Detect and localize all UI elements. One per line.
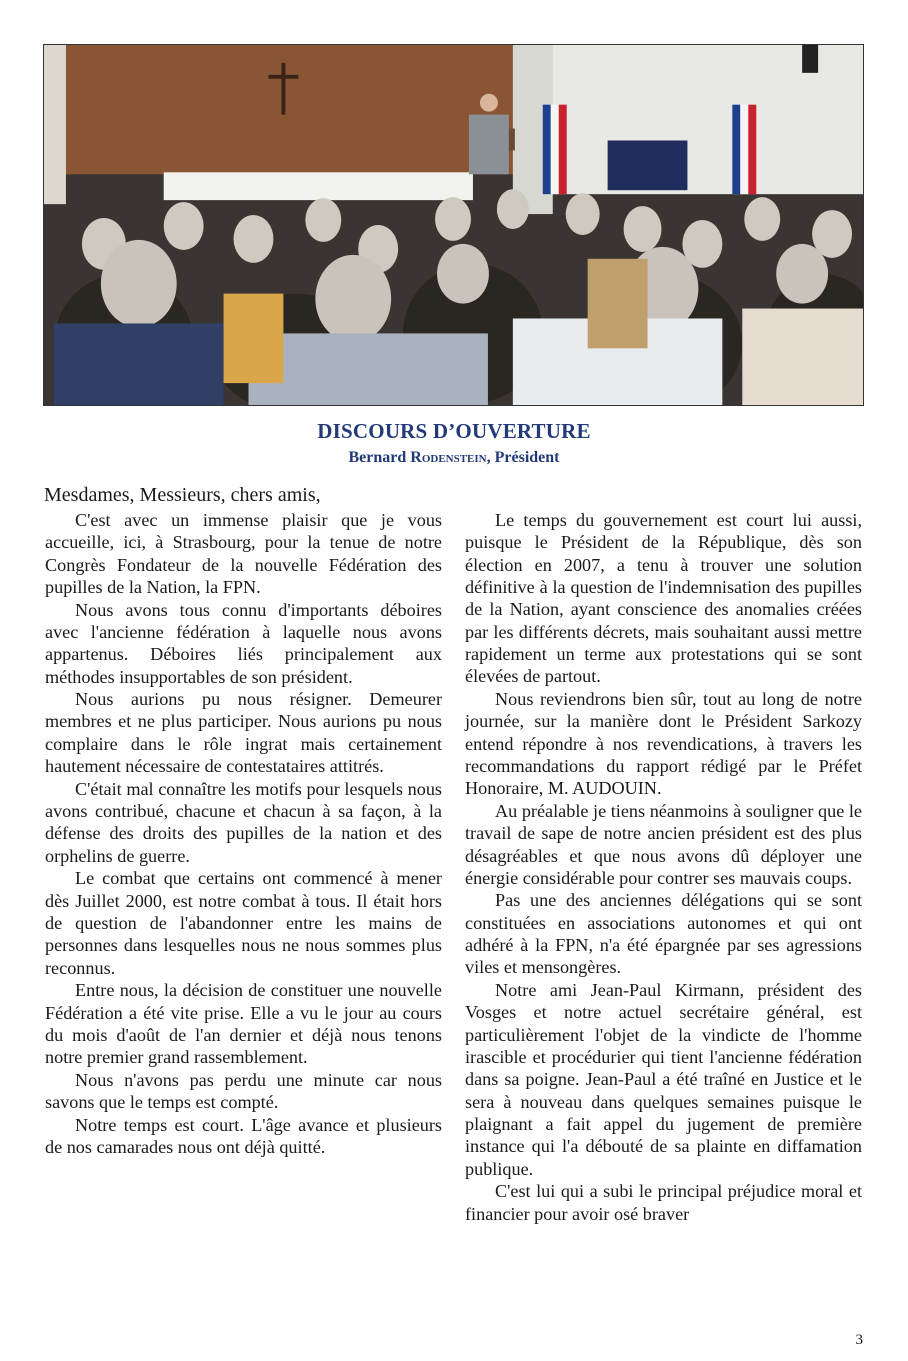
- paragraph: Au préalable je tiens néanmoins à souligner que le travail de sape de notre ancien président est des plus désagréables et que nous avons dû déployer une énergie considérable pour contrer ses mauvais coups.: [465, 800, 862, 888]
- paragraph: Nous n'avons pas perdu une minute car nous savons que le temps est compté.: [45, 1069, 442, 1113]
- paragraph: Le temps du gouvernement est court lui aussi, puisque le Président de la République, dès son élection en 2007, a tenu à trouver une solution définitive à la question de l'indemnisation des pupilles de la Nation, ayant conscience des anomalies créées par les différents décrets, mais souhaitant aussi mettre rapidement un terme aux protestations qui se sont élevées de partout.: [465, 510, 862, 687]
- author-last-name: Rodenstein: [410, 449, 487, 466]
- paragraph: Nous reviendrons bien sûr, tout au long de notre journée, sur la manière dont le Président Sarkozy entend répondre à nos revendications, à travers les recommandations du rapport rédigé par le Préfet Honoraire, M. AUDOUIN.: [465, 688, 862, 799]
- paragraph: Entre nous, la décision de constituer une nouvelle Fédération a été vite prise. Elle a vu le jour au cours du mois d'août de l'an dernier et déjà nous tenons notre premier grand rassemblement.: [45, 980, 442, 1068]
- right-column: [465, 509, 862, 1225]
- paragraph: Nous aurions pu nous résigner. Demeurer membres et ne plus participer. Nous aurions pu nous complaire dans le rôle ingrat mais certainement hautement nécessaire de contestataires attitrés.: [45, 689, 442, 777]
- salutation: Mesdames, Messieurs, chers amis,: [44, 484, 321, 506]
- paragraph: Notre ami Jean-Paul Kirmann, président des Vosges et notre actuel secrétaire général, est particulièrement l'objet de la vindicte de l'homme irascible et procédurier qui tient l'ancienne fédération dans sa poigne. Jean-Paul a été traîné en Justice et le sera à nouveau dans quelques semaines puisque le plaignant a fait appel du jugement de première instance qui l'a débouté de sa plainte en diffamation publique.: [465, 979, 862, 1179]
- paragraph: C'est lui qui a subi le principal préjudice moral et financier pour avoir osé braver: [465, 1181, 862, 1224]
- author-role: , Président: [486, 449, 560, 466]
- article-title: DISCOURS D’OUVERTURE: [317, 419, 591, 443]
- article-byline: [0, 449, 908, 467]
- paragraph: C'est avec un immense plaisir que je vous accueille, ici, à Strasbourg, pour la tenue de notre Congrès Fondateur de la nouvelle Fédération des pupilles de la Nation, la FPN.: [45, 510, 442, 598]
- paragraph: Nous avons tous connu d'importants déboires avec l'ancienne fédération à laquelle nous avons appartenus. Déboires liés principalement aux méthodes insupportables de son président.: [45, 599, 442, 687]
- audience-illustration: [44, 45, 863, 405]
- paragraph: Pas une des anciennes délégations qui se sont constituées en associations autonomes et qui ont adhéré à la FPN, n'a été épargnée par ses agressions viles et mensongères.: [465, 890, 862, 978]
- left-column: [45, 509, 442, 1158]
- paragraph: Le combat que certains ont commencé à mener dès Juillet 2000, est notre combat à tous. Il était hors de question de l'abandonner entre les mains de personnes dans lesquelles nous ne nous sommes plus reconnus.: [45, 868, 442, 978]
- author-first-name: Bernard: [348, 449, 411, 466]
- congress-photo: [43, 44, 864, 406]
- paragraph: Notre temps est court. L'âge avance et plusieurs de nos camarades nous ont déjà quitté.: [45, 1114, 442, 1157]
- paragraph: C'était mal connaître les motifs pour lesquels nous avons contribué, chacune et chacun à sa façon, à la défense des droits des pupilles de la nation et des orphelins de guerre.: [45, 778, 442, 866]
- page-number: 3: [855, 1332, 863, 1348]
